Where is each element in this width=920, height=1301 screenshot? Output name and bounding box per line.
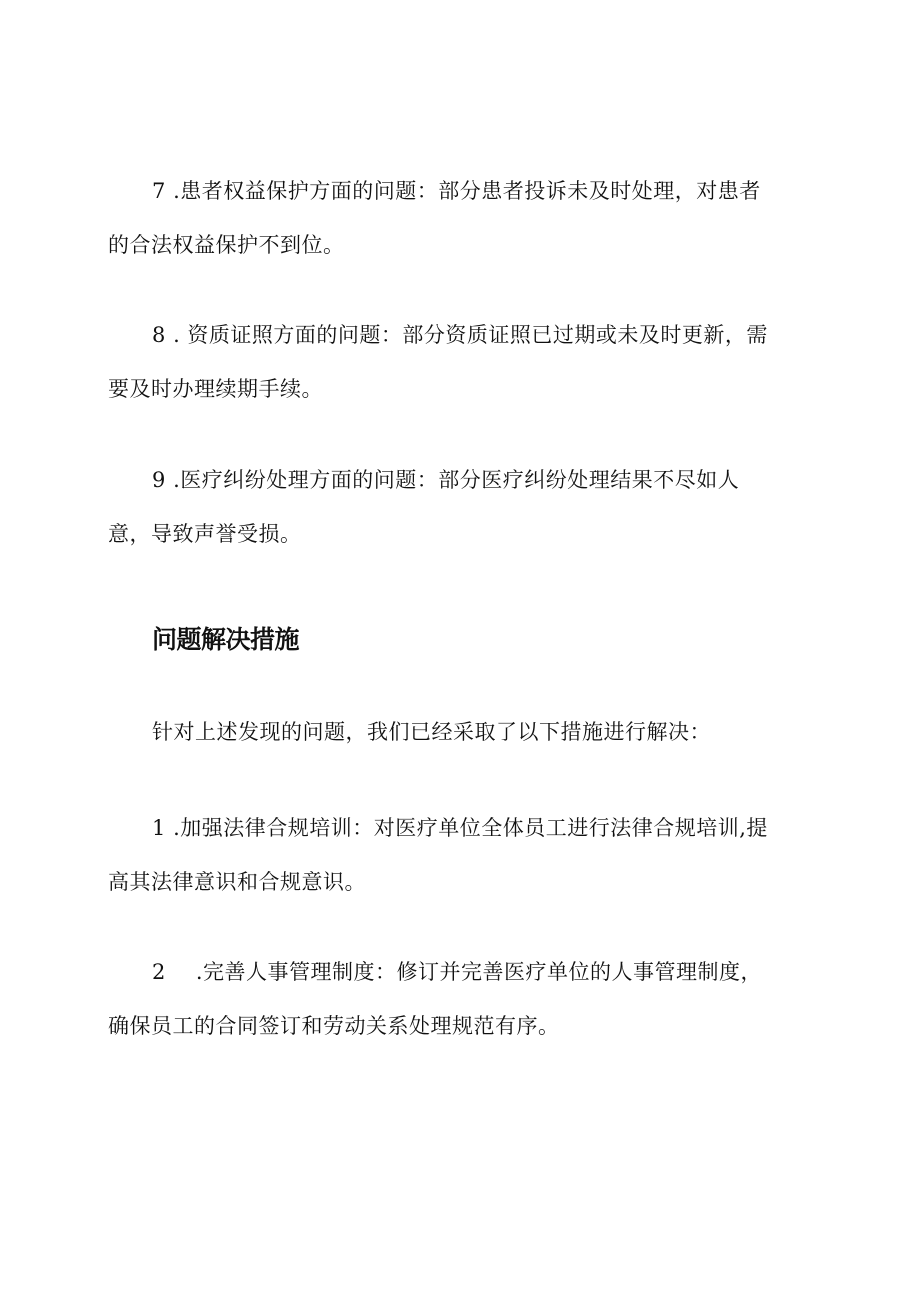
issue-number: 8: [152, 323, 166, 347]
issue-text-line1: .医疗纠纷处理方面的问题：部分医疗纠纷处理结果不尽如人: [173, 468, 740, 492]
section-heading: 问题解决措施: [152, 625, 300, 654]
section-intro: [108, 705, 820, 759]
measure-text-line2: 高其法律意识和合规意识。: [108, 870, 366, 894]
issue-text-line2: 要及时办理续期手续。: [108, 377, 323, 401]
issue-text-line2: 意，导致声誉受损。: [108, 522, 302, 546]
issue-text-line2: 的合法权益保护不到位。: [108, 233, 345, 257]
measure-text-line2: 确保员工的合同签订和劳动关系处理规范有序。: [108, 1014, 560, 1038]
measure-item-2: [108, 945, 820, 1053]
measure-item-1: [108, 801, 820, 909]
issue-number: 7: [152, 179, 166, 203]
issue-item-7: [108, 164, 820, 272]
issue-text-line1: . 资质证照方面的问题：部分资质证照已过期或未及时更新，需: [173, 323, 768, 347]
measure-text-line1: .加强法律合规培训：对医疗单位全体员工进行法律合规培训,提: [173, 816, 768, 840]
issue-item-8: [108, 308, 820, 416]
measure-number: 1: [152, 816, 166, 840]
issue-item-9: [108, 453, 820, 561]
intro-text: 针对上述发现的问题，我们已经采取了以下措施进行解决：: [152, 720, 711, 744]
issue-number: 9: [152, 468, 166, 492]
issue-text-line1: .患者权益保护方面的问题：部分患者投诉未及时处理，对患者: [173, 179, 761, 203]
measure-number: 2: [152, 960, 166, 984]
measure-text-line1: .完善人事管理制度：修订并完善医疗单位的人事管理制度，: [195, 960, 763, 984]
